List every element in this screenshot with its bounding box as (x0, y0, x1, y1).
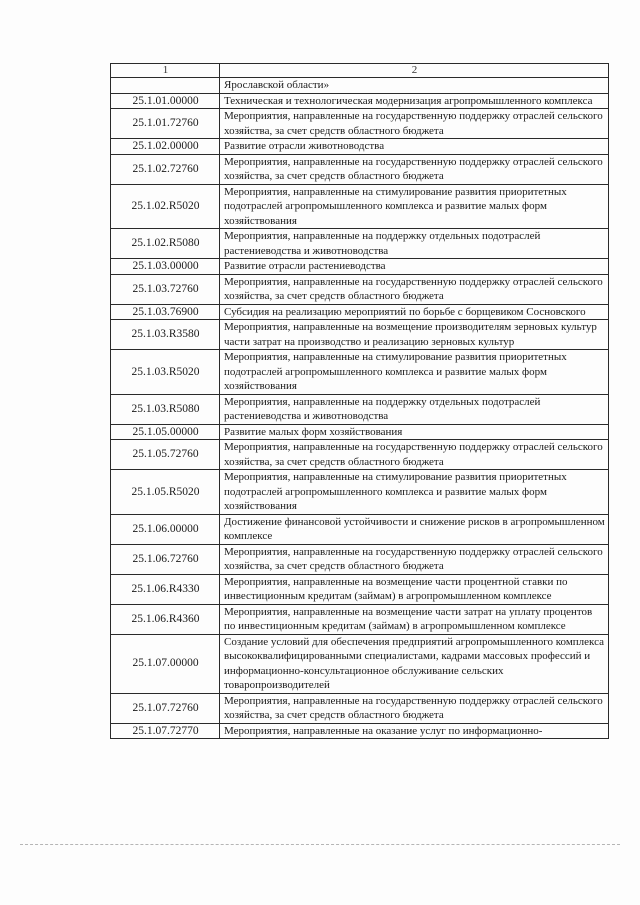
budget-classification-table (110, 63, 609, 739)
row-code-cell: 25.1.06.72760 (111, 544, 220, 574)
row-description-cell: Мероприятия, направленные на поддержку отдельных подотраслей растениеводства и животноводства (220, 394, 609, 424)
row-code-cell: 25.1.05.R5020 (111, 470, 220, 515)
table-row (111, 634, 609, 693)
row-code-cell: 25.1.06.R4330 (111, 574, 220, 604)
table-row (111, 574, 609, 604)
row-code-cell: 25.1.03.R5080 (111, 394, 220, 424)
table-row (111, 304, 609, 320)
table-row (111, 693, 609, 723)
table-row (111, 109, 609, 139)
table-row (111, 78, 609, 94)
row-description-cell: Мероприятия, направленные на государственную поддержку отраслей сельского хозяйства, за счет средств областного бюджета (220, 544, 609, 574)
row-description-cell: Мероприятия, направленные на возмещение части процентной ставки по инвестиционным кредитам (займам) в агропромышленном комплексе (220, 574, 609, 604)
row-description-cell: Ярославской области» (220, 78, 609, 94)
row-description-cell: Мероприятия, направленные на государственную поддержку отраслей сельского хозяйства, за счет средств областного бюджета (220, 693, 609, 723)
table-header-row (111, 64, 609, 78)
table-row (111, 604, 609, 634)
row-description-cell: Развитие отрасли животноводства (220, 139, 609, 155)
row-code-cell: 25.1.05.00000 (111, 424, 220, 440)
table-row (111, 470, 609, 515)
row-description-cell: Достижение финансовой устойчивости и снижение рисков в агропромышленном комплексе (220, 514, 609, 544)
table-row (111, 184, 609, 229)
column-header-1: 1 (111, 64, 220, 78)
column-header-2: 2 (220, 64, 609, 78)
row-code-cell: 25.1.07.00000 (111, 634, 220, 693)
table-row (111, 154, 609, 184)
table-row (111, 394, 609, 424)
row-description-cell: Мероприятия, направленные на государственную поддержку отраслей сельского хозяйства, за счет средств областного бюджета (220, 109, 609, 139)
row-description-cell: Создание условий для обеспечения предприятий агропромышленного комплекса высококвалифицированными специалистами, кадрами массовых профессий и информационно-консультационное обслуживание сельских товаропроизводителей (220, 634, 609, 693)
row-code-cell: 25.1.02.00000 (111, 139, 220, 155)
row-code-cell: 25.1.06.00000 (111, 514, 220, 544)
row-code-cell: 25.1.03.R3580 (111, 320, 220, 350)
table-row (111, 229, 609, 259)
row-description-cell: Мероприятия, направленные на стимулирование развития приоритетных подотраслей агропромышленного комплекса и развитие малых форм хозяйствования (220, 470, 609, 515)
table-row (111, 350, 609, 395)
row-description-cell: Мероприятия, направленные на государственную поддержку отраслей сельского хозяйства, за счет средств областного бюджета (220, 440, 609, 470)
table-row (111, 274, 609, 304)
row-code-cell: 25.1.07.72770 (111, 723, 220, 739)
table-row (111, 139, 609, 155)
row-code-cell: 25.1.01.72760 (111, 109, 220, 139)
table-row (111, 544, 609, 574)
row-description-cell: Мероприятия, направленные на оказание услуг по информационно- (220, 723, 609, 739)
row-code-cell: 25.1.02.R5080 (111, 229, 220, 259)
row-description-cell: Мероприятия, направленные на государственную поддержку отраслей сельского хозяйства, за счет средств областного бюджета (220, 274, 609, 304)
table-row (111, 424, 609, 440)
row-code-cell: 25.1.07.72760 (111, 693, 220, 723)
page-bottom-divider (20, 844, 620, 845)
row-description-cell: Развитие отрасли растениеводства (220, 259, 609, 275)
row-description-cell: Развитие малых форм хозяйствования (220, 424, 609, 440)
row-description-cell: Мероприятия, направленные на стимулирование развития приоритетных подотраслей агропромышленного комплекса и развитие малых форм хозяйствования (220, 350, 609, 395)
table-row (111, 514, 609, 544)
row-code-cell: 25.1.03.R5020 (111, 350, 220, 395)
table-row (111, 723, 609, 739)
row-code-cell: 25.1.02.72760 (111, 154, 220, 184)
row-description-cell: Мероприятия, направленные на государственную поддержку отраслей сельского хозяйства, за счет средств областного бюджета (220, 154, 609, 184)
row-description-cell: Мероприятия, направленные на возмещение части затрат на уплату процентов по инвестиционным кредитам (займам) в агропромышленном комплексе (220, 604, 609, 634)
row-code-cell: 25.1.02.R5020 (111, 184, 220, 229)
table-row (111, 93, 609, 109)
row-code-cell: 25.1.06.R4360 (111, 604, 220, 634)
row-code-cell: 25.1.01.00000 (111, 93, 220, 109)
row-description-cell: Мероприятия, направленные на стимулирование развития приоритетных подотраслей агропромышленного комплекса и развитие малых форм хозяйствования (220, 184, 609, 229)
row-code-cell: 25.1.03.00000 (111, 259, 220, 275)
table-row (111, 259, 609, 275)
table-row (111, 440, 609, 470)
row-code-cell: 25.1.05.72760 (111, 440, 220, 470)
row-description-cell: Мероприятия, направленные на поддержку отдельных подотраслей растениеводства и животноводства (220, 229, 609, 259)
row-code-cell: 25.1.03.76900 (111, 304, 220, 320)
row-description-cell: Техническая и технологическая модернизация агропромышленного комплекса (220, 93, 609, 109)
row-code-cell: 25.1.03.72760 (111, 274, 220, 304)
row-description-cell: Мероприятия, направленные на возмещение производителям зерновых культур части затрат на производство и реализацию зерновых культур (220, 320, 609, 350)
row-code-cell (111, 78, 220, 94)
table-row (111, 320, 609, 350)
row-description-cell: Субсидия на реализацию мероприятий по борьбе с борщевиком Сосновского (220, 304, 609, 320)
